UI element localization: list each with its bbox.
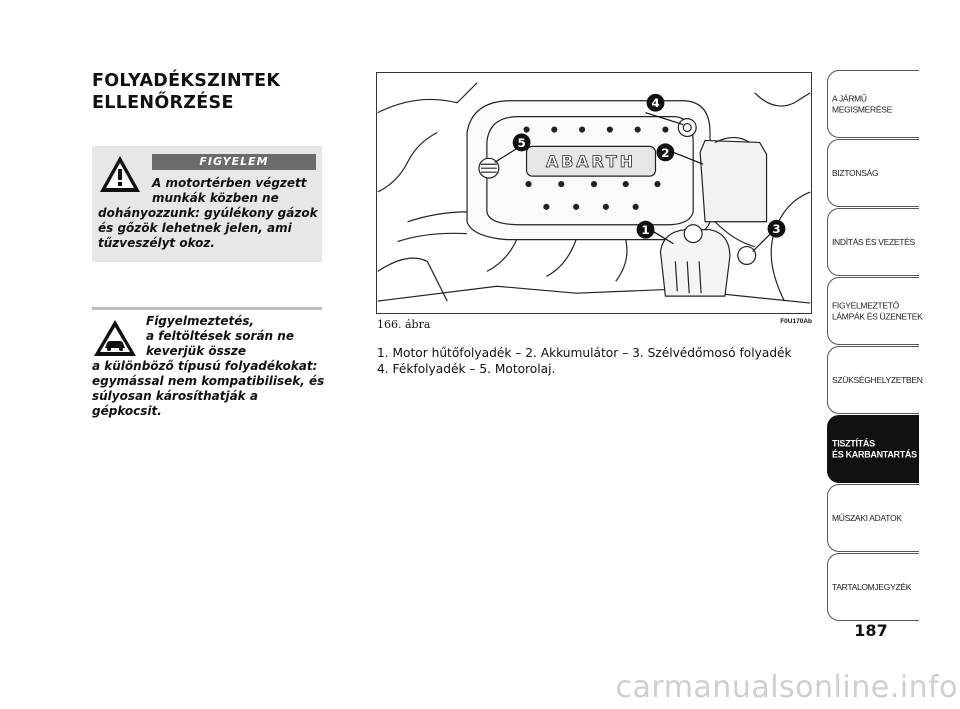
environment-note-line: a feltöltések során ne	[146, 329, 294, 343]
figure-legend-line: 1. Motor hűtőfolyadék – 2. Akkumulátor – 3. Szélvédőmosó folyadék	[377, 346, 792, 360]
tab-label	[832, 301, 923, 322]
tab-warning-lights[interactable]	[827, 277, 923, 345]
tab-label-line: A JÁRMŰ	[832, 93, 867, 104]
svg-text:5: 5	[517, 135, 526, 150]
tab-safety[interactable]	[827, 139, 919, 207]
tab-label-line: TISZTÍTÁS	[832, 438, 875, 449]
tab-label-line: MŰSZAKI ADATOK	[832, 512, 902, 523]
svg-text:4: 4	[651, 96, 660, 111]
tab-technical-data[interactable]	[827, 484, 919, 552]
chapter-tabs	[827, 70, 923, 622]
figure-legend	[377, 345, 817, 377]
tab-emergency[interactable]	[827, 346, 923, 414]
tab-cleaning-maintenance[interactable]	[827, 415, 919, 483]
tab-label-line: FIGYELMEZTETŐ	[832, 300, 899, 311]
tab-label	[832, 237, 915, 248]
tab-label-line: MEGISMERÉSE	[832, 104, 892, 114]
section-title-line-1: FOLYADÉKSZINTEK	[92, 71, 281, 91]
engine-bay-figure	[376, 72, 812, 314]
callout-4	[647, 94, 665, 112]
callout-3	[768, 220, 786, 238]
tab-label	[832, 582, 911, 593]
environment-divider	[92, 307, 322, 310]
figure-code: F0U170Ab	[780, 318, 812, 325]
figure-caption: 166. ábra	[377, 318, 431, 331]
environment-note-line: keverjük össze	[146, 344, 247, 358]
tab-label	[832, 168, 878, 179]
callout-2	[656, 143, 674, 161]
tab-starting-driving[interactable]	[827, 208, 919, 276]
abarth-logo-text: ABARTH	[545, 152, 637, 172]
svg-text:1: 1	[641, 223, 650, 238]
environment-note-line: Figyelmeztetés,	[146, 314, 255, 328]
warning-box	[92, 146, 322, 262]
tab-label-line: BIZTONSÁG	[832, 167, 879, 178]
callout-1	[637, 221, 655, 239]
page-number: 187	[854, 621, 888, 640]
tab-label-line: TARTALOMJEGYZÉK	[832, 581, 912, 592]
watermark: carmanualsonline.info	[615, 670, 958, 705]
svg-text:2: 2	[661, 145, 670, 160]
tab-label-line: ÉS KARBANTARTÁS	[832, 449, 917, 459]
tab-label	[832, 375, 923, 386]
warning-text-line: gázok és gőzök lehetnek jelen,	[98, 206, 318, 235]
engine-bay-illustration	[377, 73, 811, 313]
tab-label	[832, 439, 917, 460]
tab-label	[832, 94, 892, 115]
tab-index[interactable]	[827, 553, 919, 621]
environment-note-line: folyadékokat: egymással nem	[92, 359, 318, 388]
tab-label-line: SZÜKSÉGHELYZETBEN	[832, 374, 923, 385]
tab-label-line: LÁMPÁK ÉS ÜZENETEK	[832, 311, 923, 321]
environment-note-line: kompatibilisek, és súlyosan	[92, 374, 325, 403]
warning-text	[98, 176, 320, 251]
warning-banner: FIGYELEM	[152, 154, 316, 170]
environment-note	[92, 314, 327, 419]
section-title	[92, 70, 280, 114]
warning-text-line: dohányozzunk: gyúlékony	[98, 206, 274, 220]
svg-text:3: 3	[772, 222, 781, 237]
environment-note-line: károsíthatják a gépkocsit.	[92, 389, 258, 418]
warning-text-line: munkák közben ne	[152, 191, 279, 205]
environment-note-line: a különböző típusú	[92, 359, 221, 373]
warning-text-line: ami tűzveszélyt okoz.	[98, 221, 292, 250]
tab-label-line: INDÍTÁS ÉS VEZETÉS	[832, 236, 915, 247]
callout-5	[513, 133, 531, 151]
tab-label	[832, 513, 902, 524]
warning-text-line: A motortérben végzett	[152, 176, 307, 190]
figure-legend-line: 4. Fékfolyadék – 5. Motorolaj.	[377, 362, 556, 376]
tab-vehicle-overview[interactable]	[827, 70, 919, 138]
section-title-line-2: ELLENŐRZÉSE	[92, 93, 234, 113]
